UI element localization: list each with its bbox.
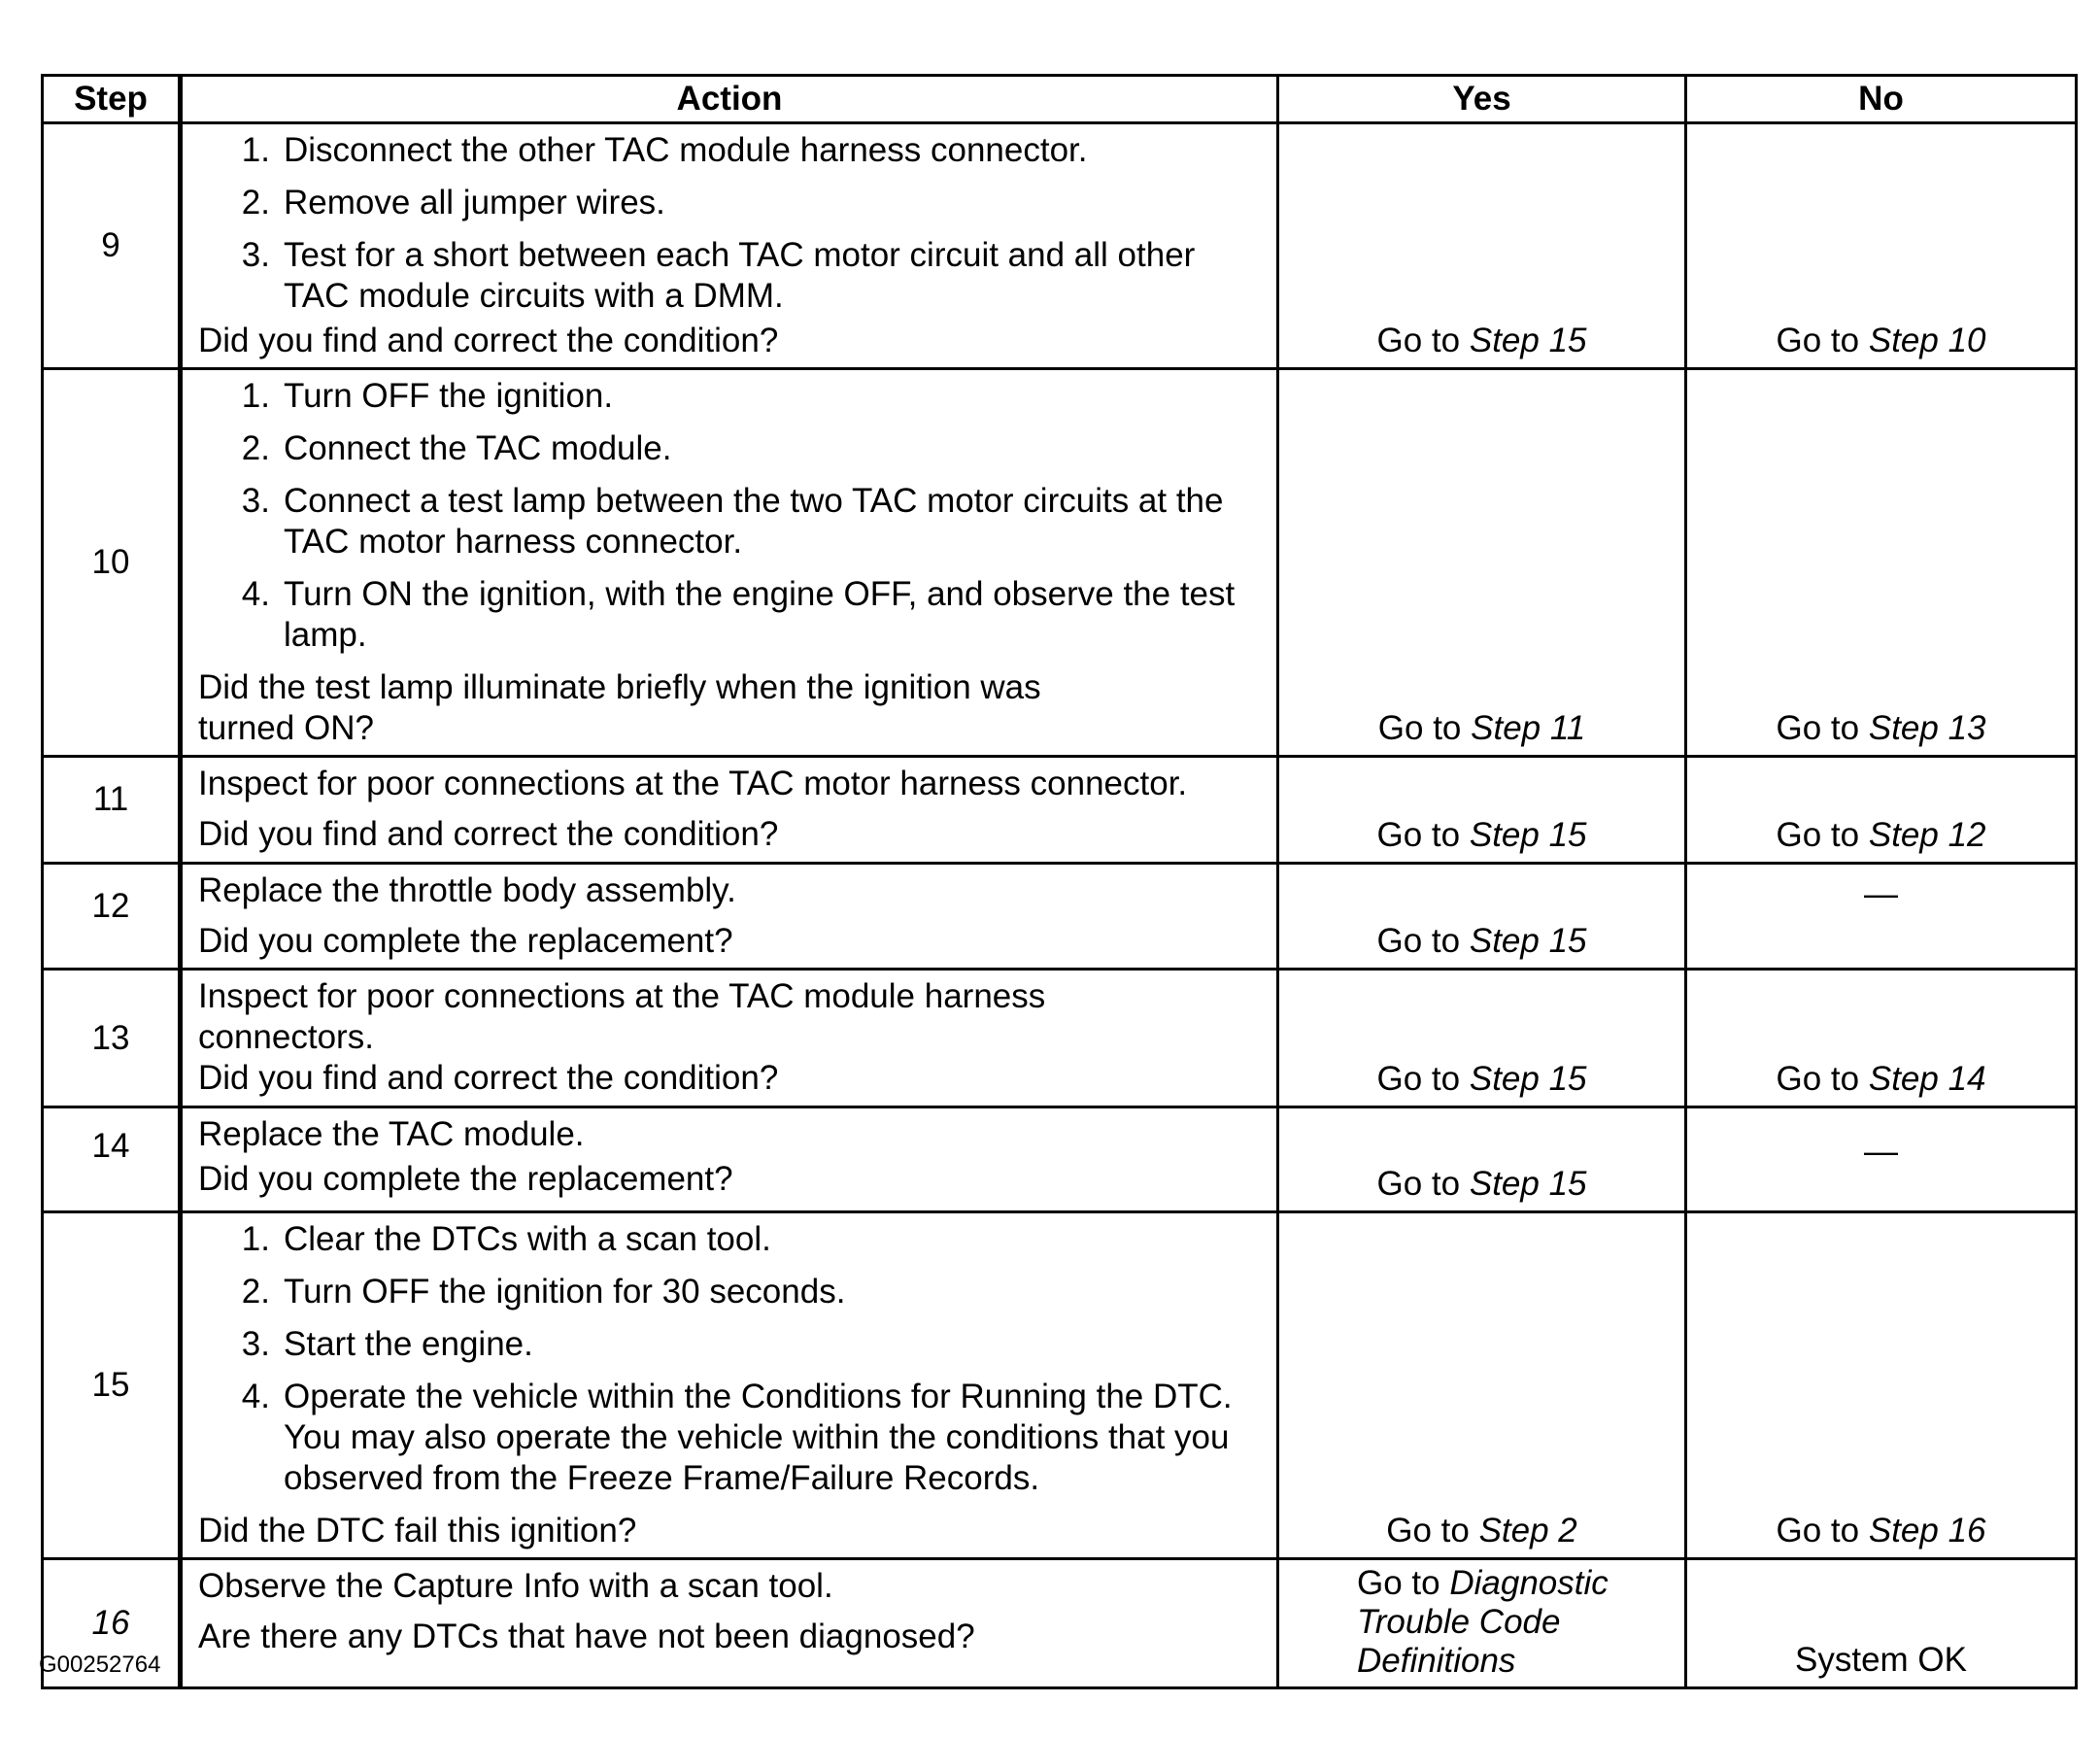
yes-line-3: Definitions [1357,1642,1516,1680]
action-text: Replace the throttle body assembly. [198,871,736,909]
action-steps-list [198,376,1263,656]
no-cell: Go to Step 12 [1686,757,2077,864]
yes-cell: Go to Step 15 [1278,757,1686,864]
yes-line-2: Trouble Code [1357,1603,1561,1641]
list-item: 3. Connect a test lamp between the two TAC motor circuits at the TAC motor harness connector. [241,482,1224,561]
no-cell [1686,1107,2077,1212]
table-row [43,757,2077,864]
list-item: 2. Turn OFF the ignition for 30 seconds. [241,1273,846,1311]
list-item: 3. Start the engine. [241,1325,533,1363]
table-header-row [43,76,2077,123]
list-item: 3. Test for a short between each TAC motor circuit and all other TAC module circuits with a DMM. [241,236,1196,315]
table-row [43,864,2077,970]
no-result: System OK [1795,1641,1967,1679]
action-cell [181,757,1278,864]
action-text: Observe the Capture Info with a scan tool. [198,1567,833,1605]
list-item: 2. Connect the TAC module. [241,429,672,467]
list-item: 4. Operate the vehicle within the Conditions for Running the DTC. You may also operate the vehicle within the conditions that you observed from the Freeze Frame/Failure Records. [241,1378,1233,1497]
table-row [43,369,2077,757]
yes-step-link: Step 15 [1469,322,1587,359]
yes-cell: Go to Step 15 [1278,864,1686,970]
yes-step-link: Step 2 [1478,1512,1577,1550]
no-step-link: Step 13 [1868,709,1986,747]
table-row [43,1212,2077,1559]
step-number: 10 [43,369,181,757]
table-row [43,970,2077,1107]
action-question: Did the test lamp illuminate briefly when the ignition was turned ON? [198,668,1041,747]
no-cell [1686,864,2077,970]
yes-cell: Go to Step 15 [1278,1107,1686,1212]
step-number: 15 [43,1212,181,1559]
no-step-link: Step 14 [1868,1060,1986,1098]
action-text: Inspect for poor connections at the TAC module harness connectors. [198,977,1046,1056]
step-number: 9 [43,123,181,369]
table-row [43,1107,2077,1212]
no-cell: Go to Step 13 [1686,369,2077,757]
action-question: Did you find and correct the condition? [198,322,779,359]
figure-id: G00252764 [39,1652,161,1678]
action-steps-list [198,130,1263,317]
header-no: No [1686,76,2077,123]
table-row [43,1559,2077,1688]
step-number: 11 [43,757,181,864]
step-number: 14 [43,1107,181,1212]
header-step: Step [43,76,181,123]
no-cell: Go to Step 10 [1686,123,2077,369]
header-yes: Yes [1278,76,1686,123]
table-row [43,123,2077,369]
yes-step-link: Step 15 [1469,1060,1587,1098]
header-action: Action [181,76,1278,123]
yes-step-link: Step 15 [1469,1165,1587,1203]
list-item: 1. Clear the DTCs with a scan tool. [241,1220,771,1258]
action-steps-list [198,1219,1263,1499]
action-question: Did you find and correct the condition? [198,1059,779,1097]
no-dash: — [1864,1133,1898,1171]
yes-step-link: Step 11 [1471,709,1586,747]
action-text: Replace the TAC module. [198,1115,585,1153]
yes-cell: Go to Step 2 [1278,1212,1686,1559]
action-cell [181,1107,1278,1212]
diagnostic-table-wrapper [41,74,2075,1689]
action-cell [181,1212,1278,1559]
action-cell [181,1559,1278,1688]
list-item: 1. Turn OFF the ignition. [241,377,614,415]
action-question: Are there any DTCs that have not been diagnosed? [198,1618,975,1655]
step-number: 12 [43,864,181,970]
yes-cell: Go to Step 15 [1278,970,1686,1107]
list-item: 1. Disconnect the other TAC module harness connector. [241,131,1088,169]
yes-cell: Go to Step 15 [1278,123,1686,369]
action-question: Did you find and correct the condition? [198,815,779,853]
yes-step-link: Step 15 [1469,816,1587,854]
yes-step-link: Step 15 [1469,922,1587,960]
step-number: 13 [43,970,181,1107]
no-dash: — [1864,875,1898,913]
action-text: Inspect for poor connections at the TAC motor harness connector. [198,765,1188,802]
list-item: 4. Turn ON the ignition, with the engine OFF, and observe the test lamp. [241,575,1236,654]
no-cell: Go to Step 16 [1686,1212,2077,1559]
list-item: 2. Remove all jumper wires. [241,184,665,221]
yes-cell: Go to Step 11 [1278,369,1686,757]
action-question: Did you complete the replacement? [198,922,733,960]
no-step-link: Step 16 [1868,1512,1986,1550]
no-cell [1686,1559,2077,1688]
action-question: Did you complete the replacement? [198,1160,733,1198]
yes-cell [1278,1559,1686,1688]
step-number: 16 [43,1559,181,1688]
no-cell: Go to Step 14 [1686,970,2077,1107]
diagnostic-table [41,74,2078,1689]
yes-line-1: Go to Diagnostic [1357,1564,1609,1602]
action-cell [181,970,1278,1107]
no-step-link: Step 12 [1868,816,1986,854]
action-cell [181,369,1278,757]
action-cell [181,123,1278,369]
action-question: Did the DTC fail this ignition? [198,1512,637,1550]
action-cell [181,864,1278,970]
no-step-link: Step 10 [1868,322,1986,359]
